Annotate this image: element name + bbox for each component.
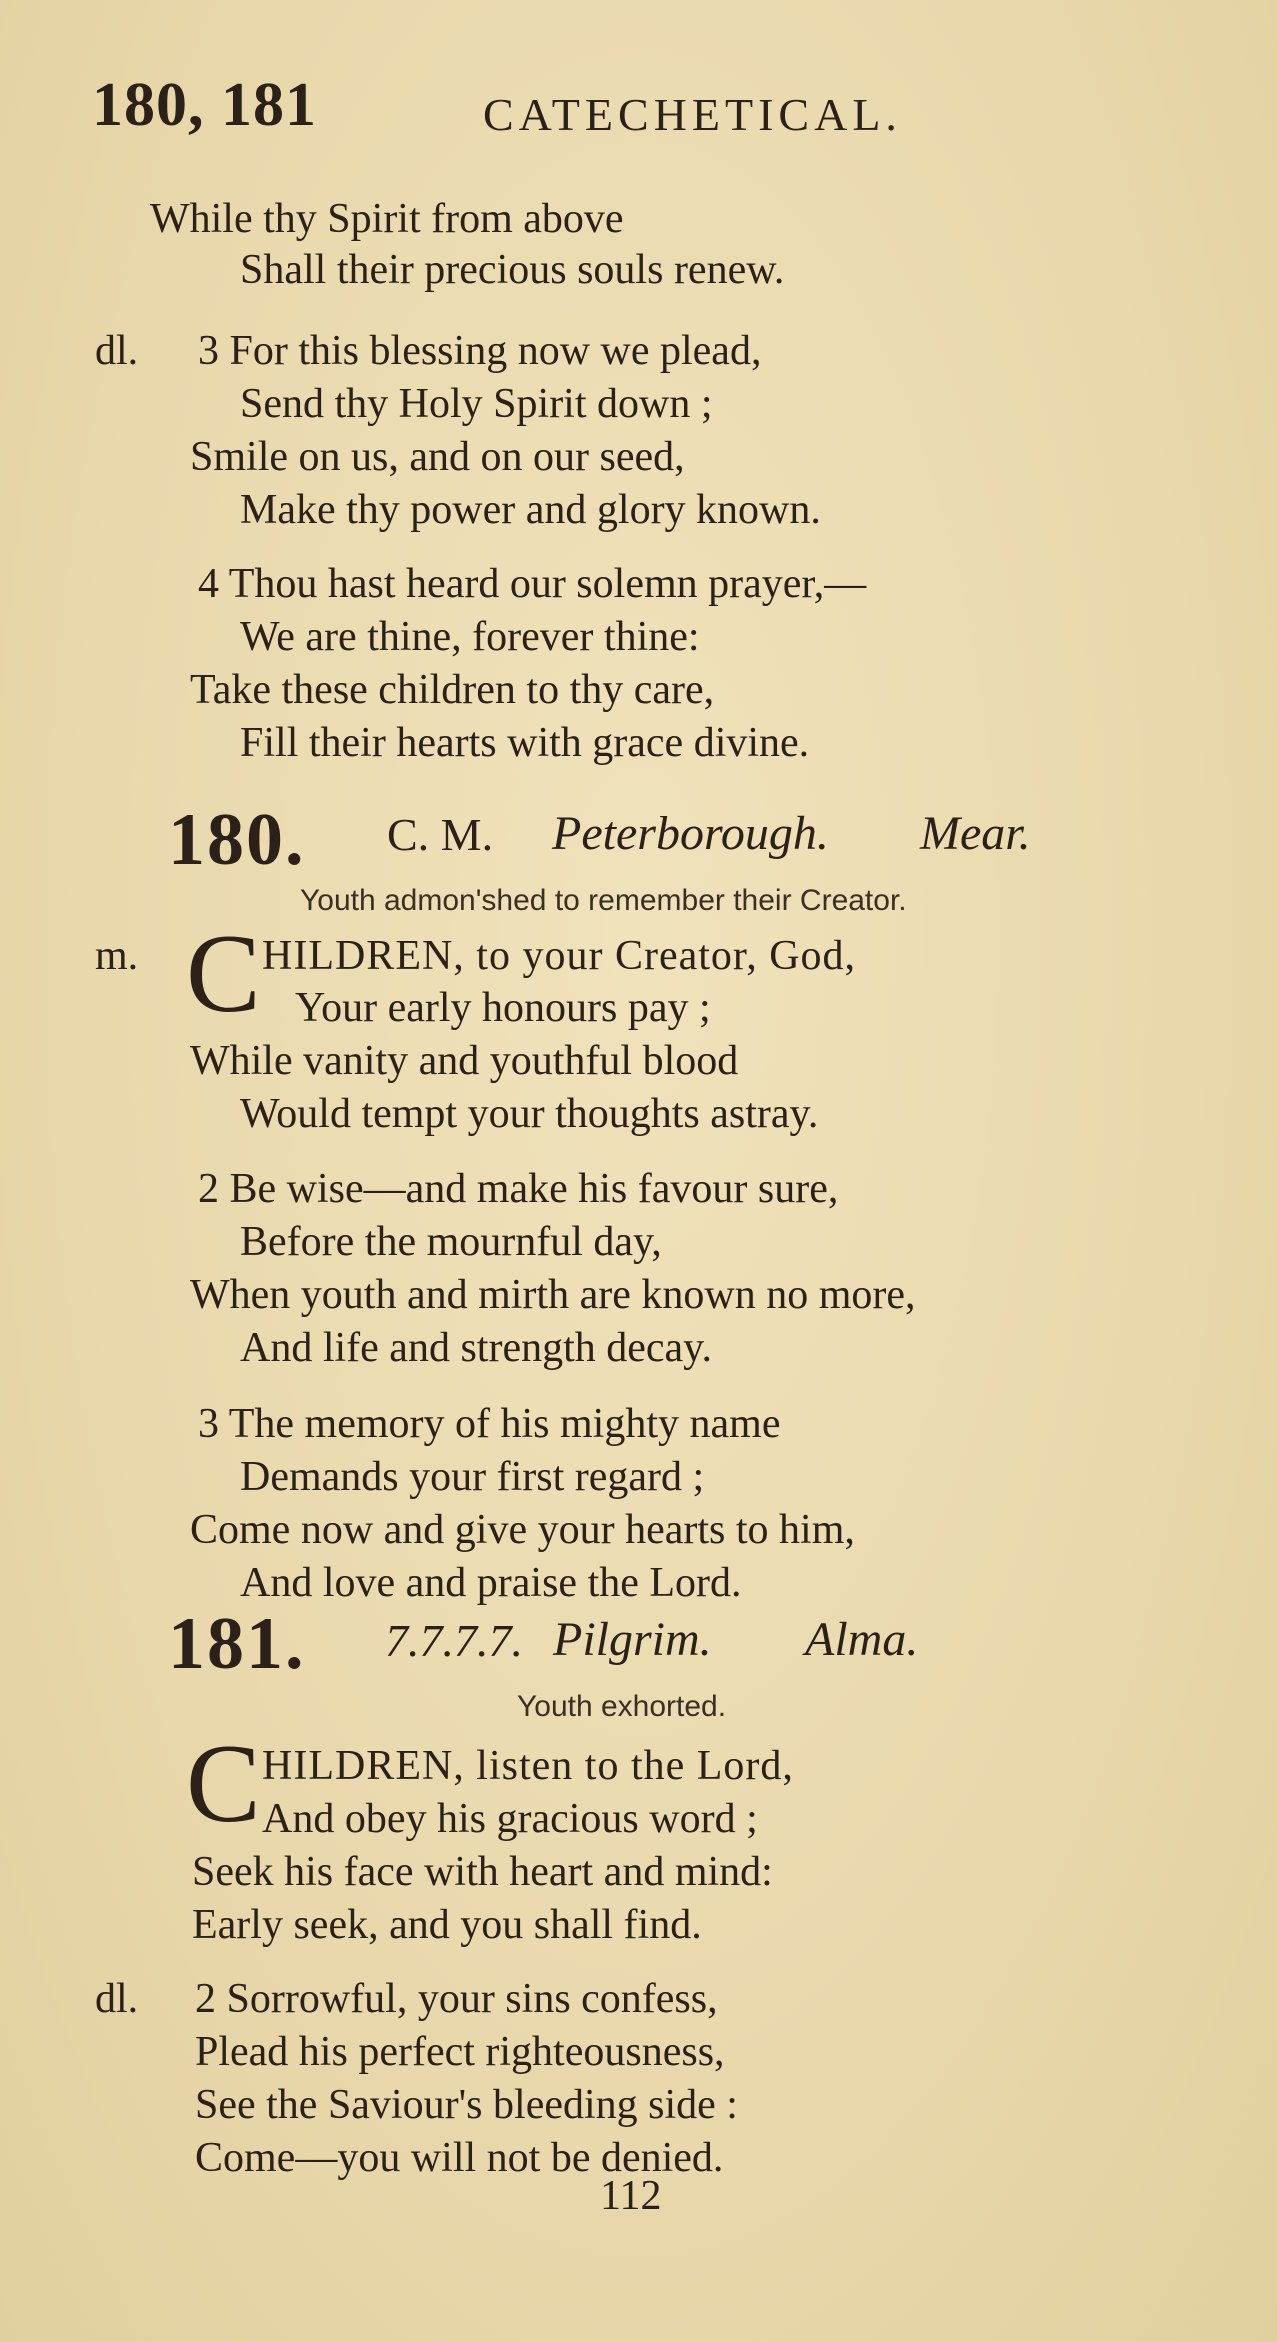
verse-line: 4 Thou hast heard our solemn prayer,— [198,561,867,607]
verse-line: We are thine, forever thine: [240,614,700,660]
verse-line: 3 For this blessing now we plead, [198,328,762,374]
verse-line: Plead his perfect righteousness, [195,2029,725,2075]
verse-line: HILDREN, to your Creator, God, [262,933,857,979]
verse-line: While vanity and youthful blood [190,1038,739,1084]
drop-cap: C [186,912,261,1036]
verse-line: And life and strength decay. [240,1325,712,1371]
verse-line: Take these children to thy care, [190,667,715,713]
hymn-number: 181. [168,1603,306,1685]
verse-line: And love and praise the Lord. [240,1560,742,1606]
verse-line: Would tempt your thoughts astray. [240,1091,819,1137]
verse-line: Your early honours pay ; [295,985,711,1031]
dynamic-marker: dl. [95,328,139,374]
dynamic-marker: dl. [95,1976,139,2022]
verse-line: 2 Be wise—and make his favour sure, [198,1166,839,1212]
verse-line: Come now and give your hearts to him, [190,1507,855,1553]
hymn-meter: 7.7.7.7. [385,1615,523,1666]
verse-line: When youth and mirth are known no more, [190,1272,916,1318]
verse-line: Make thy power and glory known. [240,487,821,533]
drop-cap: C [186,1722,261,1846]
verse-line: Early seek, and you shall find. [192,1902,702,1948]
running-page-numbers: 180, 181 [92,71,317,139]
verse-line: HILDREN, listen to the Lord, [262,1743,794,1789]
hymn-subtitle: Youth exhorted. [517,1690,727,1723]
dynamic-marker: m. [95,933,139,979]
hymn-number: 180. [168,799,306,881]
verse-line: 2 Sorrowful, your sins confess, [195,1976,718,2022]
verse-line: Smile on us, and on our seed, [190,434,685,480]
verse-line: Send thy Holy Spirit down ; [240,381,713,427]
verse-line: Demands your first regard ; [240,1454,705,1500]
hymn-meter: C. M. [387,809,494,860]
verse-line: Fill their hearts with grace divine. [240,720,810,766]
verse-line: Shall their precious souls renew. [240,247,785,293]
verse-line: Come—you will not be denied. [195,2135,724,2181]
hymn-subtitle: Youth admon'shed to remember their Creator. [300,884,907,917]
verse-line: See the Saviour's bleeding side : [195,2082,738,2128]
page-folio: 112 [600,2173,662,2219]
tune-name: Pilgrim. [553,1613,712,1666]
verse-line: While thy Spirit from above [150,196,624,242]
verse-line: Before the mournful day, [240,1219,662,1265]
tune-name: Mear. [920,807,1031,860]
verse-line: Seek his face with heart and mind: [192,1849,773,1895]
running-title: CATECHETICAL. [483,89,902,140]
verse-line: And obey his gracious word ; [262,1796,758,1842]
tune-name: Peterborough. [552,807,829,860]
tune-name: Alma. [805,1613,919,1666]
verse-line: 3 The memory of his mighty name [198,1401,781,1447]
